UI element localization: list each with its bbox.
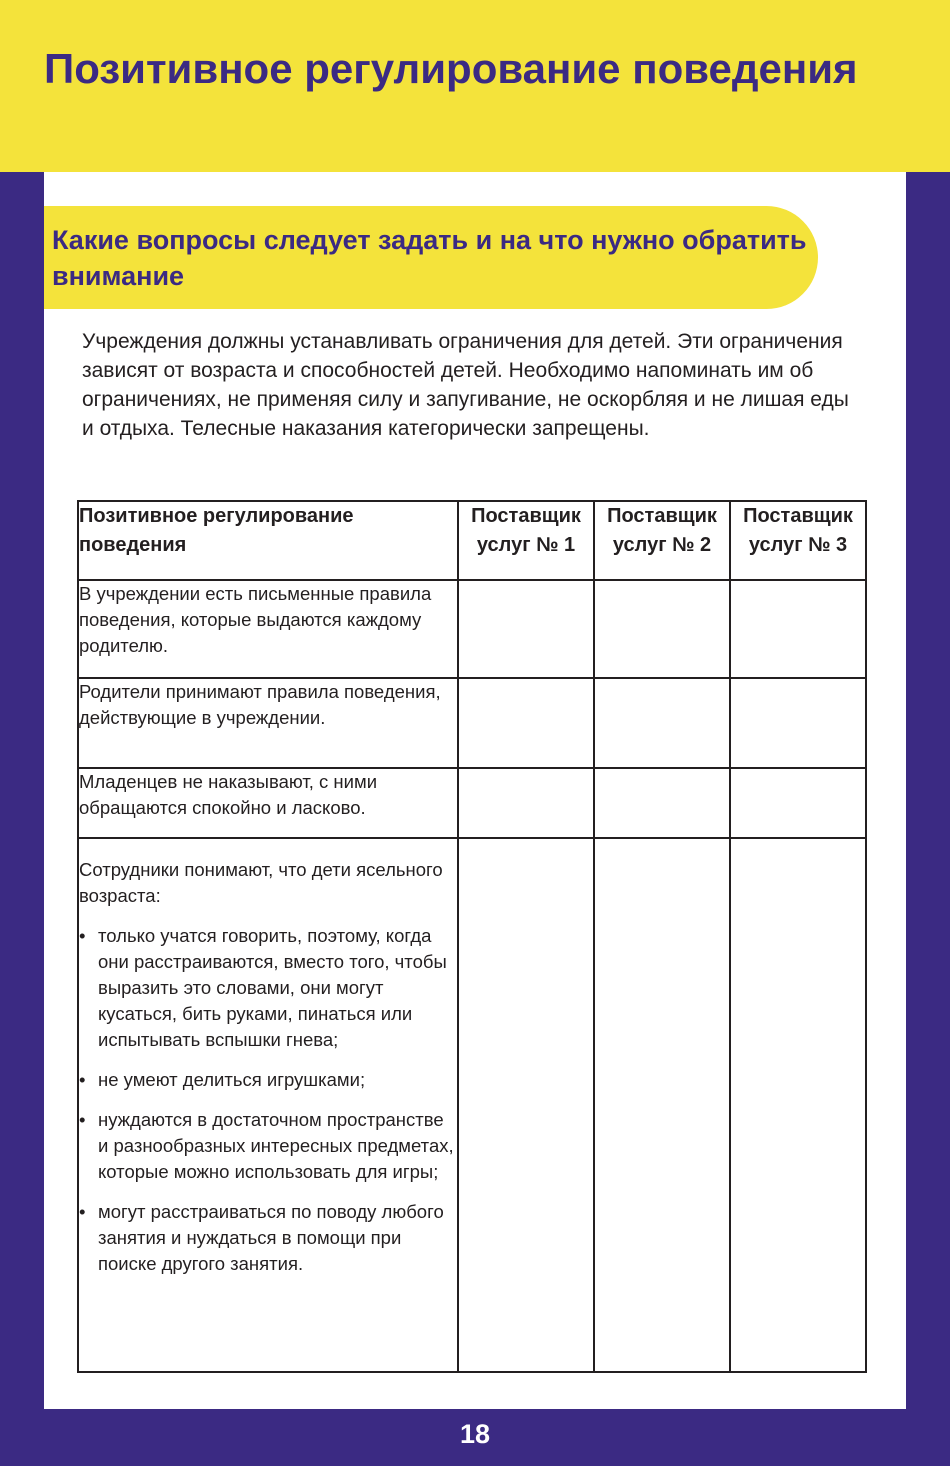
criterion-cell: Родители принимают правила поведения, действующие в учреждении. bbox=[78, 678, 458, 768]
criterion-cell: Младенцев не наказывают, с ними обращаются спокойно и ласково. bbox=[78, 768, 458, 838]
provider-3-check-cell[interactable] bbox=[730, 838, 866, 1372]
table-header-row bbox=[78, 501, 866, 580]
list-item bbox=[79, 1199, 457, 1277]
provider-2-check-cell[interactable] bbox=[594, 678, 730, 768]
table-row bbox=[78, 768, 866, 838]
bullet-icon: • bbox=[79, 1109, 86, 1130]
bullet-icon: • bbox=[79, 1069, 86, 1090]
list-item-text: только учатся говорить, поэтому, когда они расстраиваются, вместо того, чтобы выразить это словами, они могут кусаться, бить руками, пинаться или испытывать вспышки гнева; bbox=[98, 925, 447, 1050]
bullet-icon: • bbox=[79, 1201, 86, 1222]
table-row bbox=[78, 838, 866, 1372]
criterion-intro: Сотрудники понимают, что дети ясельного возраста: bbox=[79, 859, 443, 906]
provider-2-check-cell[interactable] bbox=[594, 768, 730, 838]
criterion-cell bbox=[78, 838, 458, 1372]
list-item-text: нуждаются в достаточном пространстве и разнообразных интересных предметах, которые можно использовать для игры; bbox=[98, 1109, 454, 1182]
subheading: Какие вопросы следует задать и на что нужно обратить внимание bbox=[52, 225, 807, 291]
page-number: 18 bbox=[459, 1419, 491, 1449]
criterion-bullet-list bbox=[79, 923, 457, 1277]
header-provider-2: Поставщик услуг № 2 bbox=[594, 501, 730, 580]
criterion-cell: В учреждении есть письменные правила поведения, которые выдаются каждому родителю. bbox=[78, 580, 458, 678]
list-item bbox=[79, 1067, 457, 1093]
bullet-icon: • bbox=[79, 925, 86, 946]
provider-2-check-cell[interactable] bbox=[594, 580, 730, 678]
provider-3-check-cell[interactable] bbox=[730, 678, 866, 768]
provider-1-check-cell[interactable] bbox=[458, 678, 594, 768]
provider-3-check-cell[interactable] bbox=[730, 580, 866, 678]
header-provider-1: Поставщик услуг № 1 bbox=[458, 501, 594, 580]
provider-3-check-cell[interactable] bbox=[730, 768, 866, 838]
header-criteria: Позитивное регулирование поведения bbox=[78, 501, 458, 580]
table-row bbox=[78, 580, 866, 678]
intro-paragraph: Учреждения должны устанавливать ограничения для детей. Эти ограничения зависят от возраста и способностей детей. Необходимо напоминать им об ограничениях, не применяя силу и запугивание, не оскорбляя и не лишая еды и отдыха. Телесные наказания категорически запрещены. bbox=[82, 330, 849, 440]
list-item-text: могут расстраиваться по поводу любого занятия и нуждаться в помощи при поиске другого занятия. bbox=[98, 1201, 444, 1274]
provider-1-check-cell[interactable] bbox=[458, 768, 594, 838]
checklist-table bbox=[77, 500, 867, 1373]
list-item bbox=[79, 923, 457, 1053]
provider-1-check-cell[interactable] bbox=[458, 838, 594, 1372]
page-title: Позитивное регулирование поведения bbox=[44, 45, 858, 92]
header-provider-3: Поставщик услуг № 3 bbox=[730, 501, 866, 580]
provider-1-check-cell[interactable] bbox=[458, 580, 594, 678]
provider-2-check-cell[interactable] bbox=[594, 838, 730, 1372]
list-item-text: не умеют делиться игрушками; bbox=[98, 1069, 366, 1090]
table-row bbox=[78, 678, 866, 768]
list-item bbox=[79, 1107, 457, 1185]
